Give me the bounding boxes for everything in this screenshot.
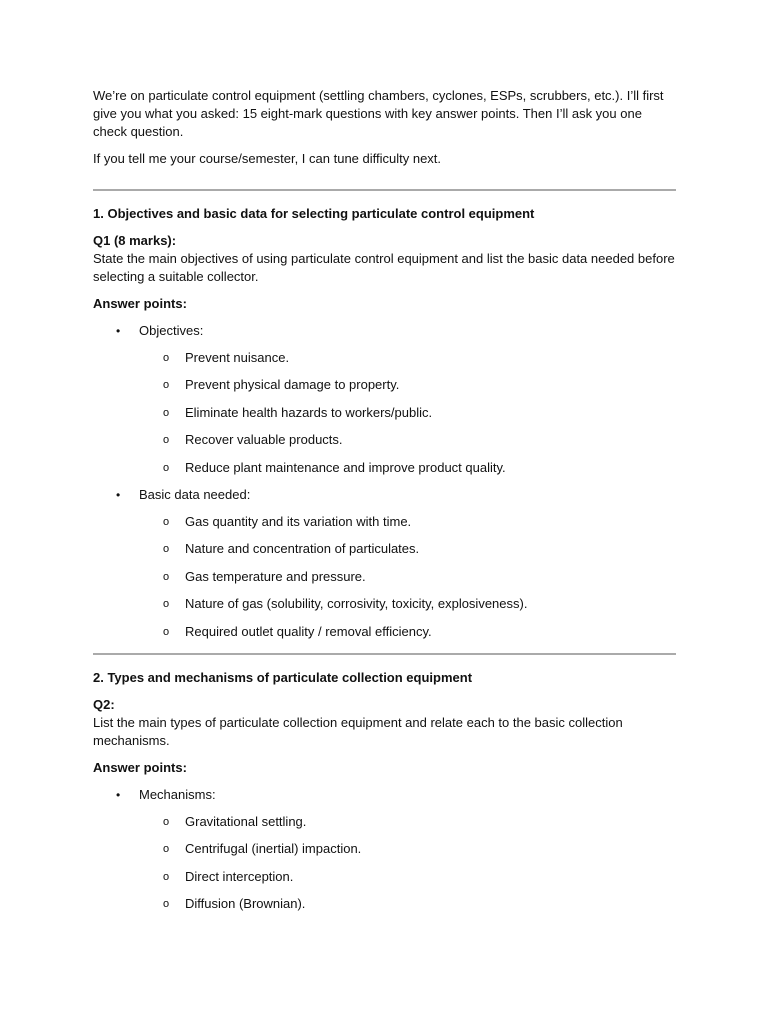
- sub-item-text: Nature of gas (solubility, corrosivity, toxicity, explosiveness).: [185, 596, 528, 612]
- document-body: [93, 87, 676, 922]
- section-divider: [93, 653, 676, 655]
- section-1: [93, 205, 676, 641]
- bullet-icon: •: [116, 324, 121, 338]
- answer-points-label: Answer points:: [93, 759, 187, 775]
- sub-list-item: [139, 404, 676, 422]
- circle-bullet-icon: o: [163, 570, 170, 583]
- circle-bullet-icon: o: [163, 870, 170, 883]
- list-item: [93, 486, 676, 641]
- sub-list-item: [139, 868, 676, 886]
- sub-item-text: Recover valuable products.: [185, 432, 343, 448]
- circle-bullet-icon: o: [163, 815, 170, 828]
- circle-bullet-icon: o: [163, 352, 170, 364]
- answer-list: [93, 322, 676, 641]
- list-item: [93, 322, 676, 477]
- sub-list-item: [139, 568, 676, 586]
- section-divider: [93, 189, 676, 191]
- question-label: Q2:: [93, 696, 115, 712]
- sub-list-item: [139, 623, 676, 641]
- circle-bullet-icon: o: [163, 898, 170, 911]
- intro-paragraph-1: We’re on particulate control equipment (settling chambers, cyclones, ESPs, scrubbers, etc.). I’ll first give you what you asked: 15 eight-mark questions with key answer points. Then I’ll ask you one check question.: [93, 88, 664, 139]
- list-item: [93, 786, 676, 913]
- question-label: Q1 (8 marks):: [93, 233, 177, 248]
- sub-list-item: [139, 840, 676, 858]
- sub-list-item: [139, 459, 676, 477]
- sub-item-text: Gravitational settling.: [185, 813, 307, 829]
- circle-bullet-icon: o: [163, 515, 170, 528]
- circle-bullet-icon: o: [163, 379, 170, 392]
- circle-bullet-icon: o: [163, 543, 170, 556]
- circle-bullet-icon: o: [163, 406, 170, 419]
- circle-bullet-icon: o: [163, 625, 170, 638]
- sub-list-item: [139, 349, 676, 367]
- sub-list-item: [139, 376, 676, 394]
- sub-item-text: Reduce plant maintenance and improve product quality.: [185, 459, 506, 475]
- group-label: Basic data needed:: [139, 486, 251, 502]
- group-label: Mechanisms:: [139, 786, 216, 802]
- bullet-icon: •: [116, 787, 121, 802]
- intro-paragraph-2: If you tell me your course/semester, I can tune difficulty next.: [93, 151, 442, 166]
- section-heading: 2. Types and mechanisms of particulate collection equipment: [93, 669, 473, 685]
- circle-bullet-icon: o: [163, 461, 170, 474]
- sub-item-text: Gas temperature and pressure.: [185, 568, 366, 584]
- sub-list: [139, 349, 676, 477]
- sub-item-text: Prevent physical damage to property.: [185, 377, 400, 393]
- sub-list-item: [139, 431, 676, 449]
- sub-list: [139, 513, 676, 641]
- sub-item-text: Centrifugal (inertial) impaction.: [185, 841, 362, 857]
- circle-bullet-icon: o: [163, 434, 170, 447]
- sub-item-text: Eliminate health hazards to workers/public.: [185, 404, 433, 420]
- sub-item-text: Required outlet quality / removal efficiency.: [185, 623, 432, 639]
- sub-list-item: [139, 540, 676, 558]
- sub-item-text: Prevent nuisance.: [185, 350, 290, 365]
- sub-list-item: [139, 513, 676, 531]
- section-heading: 1. Objectives and basic data for selecting particulate control equipment: [93, 206, 535, 221]
- sub-list-item: [139, 895, 676, 913]
- question-text: List the main types of particulate collection equipment and relate each to the basic collection mechanisms.: [93, 714, 623, 748]
- sub-list-item: [139, 813, 676, 831]
- sub-item-text: Nature and concentration of particulates.: [185, 541, 420, 557]
- question-text: State the main objectives of using particulate control equipment and list the basic data needed before selecting a suitable collector.: [93, 251, 675, 284]
- sub-list-item: [139, 595, 676, 613]
- bullet-icon: •: [116, 487, 121, 502]
- circle-bullet-icon: o: [163, 843, 170, 856]
- group-label: Objectives:: [139, 323, 204, 338]
- sub-item-text: Diffusion (Brownian).: [185, 896, 306, 912]
- answer-points-label: Answer points:: [93, 296, 187, 311]
- answer-list: [93, 786, 676, 913]
- sub-item-text: Direct interception.: [185, 868, 294, 884]
- circle-bullet-icon: o: [163, 598, 170, 611]
- sub-list: [139, 813, 676, 913]
- sub-item-text: Gas quantity and its variation with time.: [185, 513, 412, 529]
- section-2: [93, 669, 676, 913]
